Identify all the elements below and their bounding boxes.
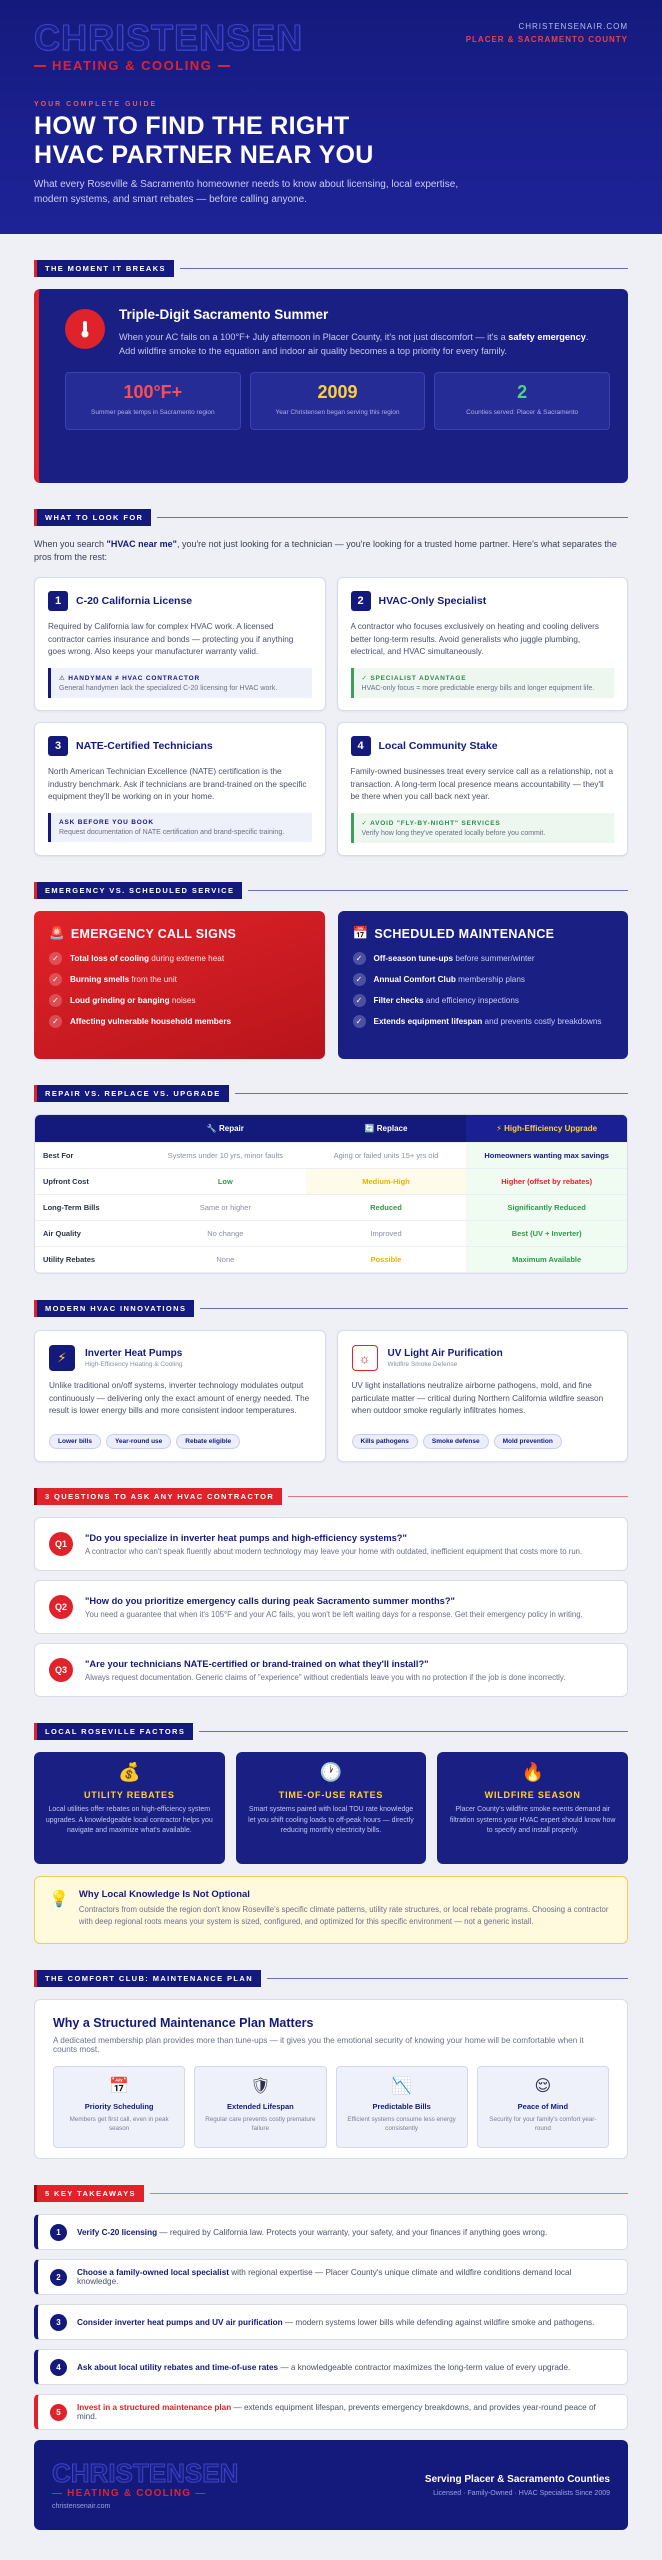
table-row (35, 1247, 627, 1273)
innovations-grid (34, 1330, 628, 1462)
innovation-text: Unlike traditional on/off systems, inverter technology modulates output continuously — delivering only the exact amount of energy needed. The result is lower energy bills and more consistent indoor temperatures. (49, 1381, 310, 1415)
criteria-text: North American Technician Excellence (NATE) certification is the industry benchmark. Ask if technicians are brand-trained on the specific equipment they'll be working on in your home. (48, 767, 307, 801)
fire-icon: 🔥 (521, 1762, 544, 1782)
criteria-title: HVAC-Only Specialist (378, 595, 487, 607)
checklist-rest: before summer/winter (453, 954, 535, 963)
table-cell: Aging or failed units 15+ yrs old (306, 1143, 467, 1169)
thermometer-icon (65, 309, 105, 349)
takeaway-text (77, 2318, 594, 2327)
relieved-face-icon: 😌 (534, 2078, 552, 2095)
takeaway-rest: — modern systems lower bills while defending against wildfire smoke and pathogens. (282, 2317, 595, 2327)
question-card (34, 1580, 628, 1634)
callout-text: Contractors from outside the region don't know Roseville's specific climate patterns, utility rate structures, or local rebate programs. Choosing a contractor with deep regional roots means your system is sized, configured, and optimized for this specific environment — not a generic install. (78, 1905, 609, 1926)
page-subtitle: What every Roseville & Sacramento homeowner needs to know about licensing, local expertise, modern systems, and smart rebates — before calling anyone. (34, 179, 459, 205)
question-desc: A contractor who can't speak fluently about modern technology may leave your home with outdated, inefficient equipment that costs more to run. (85, 1546, 583, 1556)
question-card (34, 1643, 628, 1697)
criteria-note-text: Verify how long they've operated locally before you commit. (361, 830, 546, 837)
table-cell: Maximum Available (466, 1247, 627, 1273)
criteria-card (34, 722, 326, 856)
stat-value: 100°F+ (123, 382, 183, 402)
calendar-icon: 📅 (352, 926, 369, 940)
lightbulb-icon: 💡 (49, 1891, 69, 1908)
local-factor-title: TIME-OF-USE RATES (278, 1790, 384, 1800)
criteria-note-title: ⚠ HANDYMAN ≠ HVAC CONTRACTOR (59, 675, 200, 682)
takeaway-text (77, 2363, 570, 2372)
table-cell: Best (UV + Inverter) (466, 1221, 627, 1247)
takeaway-item (34, 2349, 628, 2385)
section-label-text: REPAIR VS. REPLACE VS. UPGRADE (34, 1085, 229, 1102)
checklist-rest: and efficiency inspections (423, 996, 519, 1005)
table-cell: Possible (306, 1247, 467, 1273)
checklist-text (374, 975, 526, 984)
benefit-text: Members get first call, even in peak season (69, 2116, 169, 2132)
checklist-bold: Annual Comfort Club (373, 975, 456, 984)
check-icon: ✓ (353, 973, 366, 986)
feature-tag: Lower bills (49, 1434, 101, 1449)
local-factor-text: Smart systems paired with local TOU rate knowledge let you shift cooling loads to off-peak hours — directly reducing monthly electricity bills. (248, 1806, 414, 1834)
comfort-subtitle: A dedicated membership plan provides more than tune-ups — it gives you the emotional security of knowing your home will be comfortable when it counts most. (53, 2036, 584, 2054)
table-header-cell (35, 1115, 145, 1143)
checklist-text (70, 996, 196, 1005)
table-cell: Systems under 10 yrs, minor faults (145, 1143, 306, 1169)
benefit-text: Regular care prevents costly premature failure (205, 2116, 316, 2132)
question-body (85, 1596, 583, 1619)
checklist-item (353, 952, 614, 965)
emergency-vs-scheduled (34, 911, 628, 1059)
moment-text-bold: safety emergency (508, 332, 586, 342)
criteria-note (351, 668, 615, 698)
emergency-title-text: EMERGENCY CALL SIGNS (70, 926, 237, 941)
innovation-heading (85, 1348, 182, 1368)
criteria-note (351, 813, 615, 843)
check-icon: ✓ (49, 952, 62, 965)
takeaway-rest: — extends equipment lifespan, prevents emergency breakdowns, and provides year-round peace of mind. (77, 2403, 596, 2421)
logo-wordmark: CHRISTENSEN (34, 17, 304, 58)
checklist-bold: Affecting (70, 1017, 108, 1026)
comparison-table (34, 1114, 628, 1274)
checklist-bold: Off-season tune-ups (373, 954, 454, 963)
local-factor-card (34, 1752, 225, 1864)
checklist-item (49, 994, 310, 1007)
innovation-subtitle: Wildfire Smoke Defense (387, 1361, 458, 1368)
criteria-card-header (48, 736, 312, 756)
moment-text-b: . Add wildfire smoke to the equation and indoor air quality becomes a top priority for every family. (119, 332, 589, 356)
checklist-rest: and prevents costly breakdowns (482, 1017, 602, 1026)
checklist-bold: vulnerable household members (107, 1017, 232, 1026)
section-label-text: WHAT TO LOOK FOR (34, 509, 151, 526)
chart-down-icon: 📉 (391, 2078, 412, 2095)
criteria-note-title: ✓ SPECIALIST ADVANTAGE (361, 675, 467, 682)
logo-tagline-text: HEATING & COOLING (52, 58, 213, 73)
local-factors (34, 1752, 628, 1864)
innovation-subtitle: High-Efficiency Heating & Cooling (85, 1361, 183, 1368)
checklist-text (374, 1017, 602, 1026)
check-icon: ✓ (49, 994, 62, 1007)
stat-card (250, 372, 426, 430)
question-title: "How do you prioritize emergency calls during peak Sacramento summer months?" (85, 1595, 455, 1606)
stat-card (65, 372, 241, 430)
question-number: Q1 (49, 1532, 73, 1556)
takeaway-item (34, 2214, 628, 2250)
criteria-number-badge: 3 (48, 736, 68, 756)
emergency-list (49, 952, 310, 1028)
table-row-label: Utility Rebates (35, 1247, 145, 1273)
benefit-text: Security for your family's comfort year-round (489, 2116, 597, 2132)
checklist-text (70, 954, 224, 963)
maintenance-title (353, 926, 614, 941)
criteria-title: NATE-Certified Technicians (76, 740, 213, 752)
check-icon: ✓ (49, 973, 62, 986)
section-label-look-for (34, 509, 628, 526)
takeaway-rest: with regional expertise — Placer County's unique climate and wildfire conditions demand local knowledge. (77, 2268, 572, 2286)
checklist-text (70, 975, 177, 984)
criteria-note-title: ✓ AVOID "FLY-BY-NIGHT" SERVICES (361, 820, 501, 827)
innovation-tags (352, 1434, 614, 1449)
footer-logo-wordmark: CHRISTENSEN (52, 2458, 239, 2488)
check-icon: ✓ (353, 1015, 366, 1028)
innovation-heading (388, 1348, 503, 1368)
section-label-repair (34, 1085, 628, 1102)
comfort-title: Why a Structured Maintenance Plan Matters (53, 2016, 314, 2030)
checklist-bold: Filter checks (373, 996, 424, 1005)
feature-tag: Kills pathogens (352, 1434, 418, 1449)
table-cell: Reduced (306, 1195, 467, 1221)
checklist-item (353, 994, 614, 1007)
criteria-number-badge: 4 (351, 736, 371, 756)
checklist-item (353, 1015, 614, 1028)
criteria-note-text: HVAC-only focus = more predictable energy bills and longer equipment life. (361, 685, 595, 692)
section-label-text: EMERGENCY VS. SCHEDULED SERVICE (34, 882, 242, 899)
question-desc: You need a guarantee that when it's 105°F and your AC fails, you won't be left waiting days for a response. Get their emergency policy in writing. (85, 1609, 583, 1619)
feature-tag: Year-round use (106, 1434, 171, 1449)
criteria-number-badge: 2 (351, 591, 371, 611)
local-factor-title: UTILITY REBATES (83, 1790, 175, 1800)
moment-panel (34, 289, 628, 483)
footer-logo[interactable] (52, 2460, 238, 2510)
section-label-text: LOCAL ROSEVILLE FACTORS (34, 1723, 193, 1740)
table-cell: Improved (306, 1221, 467, 1247)
section-label-text: MODERN HVAC INNOVATIONS (34, 1300, 194, 1317)
table-cell: No change (145, 1221, 306, 1247)
benefit-title: Priority Scheduling (84, 2102, 154, 2111)
stat-desc: Summer peak temps in Sacramento region (91, 409, 215, 416)
checklist-bold: Burning smells (70, 975, 130, 984)
checklist-item (353, 973, 614, 986)
section-label-text: 3 QUESTIONS TO ASK ANY HVAC CONTRACTOR (34, 1488, 282, 1505)
question-number: Q2 (49, 1595, 73, 1619)
benefit-card (53, 2066, 185, 2148)
footer-title: Serving Placer & Sacramento Counties (424, 2473, 610, 2485)
table-cell: Higher (offset by rebates) (466, 1169, 627, 1195)
question-card (34, 1517, 628, 1571)
section-label-comfort (34, 1970, 628, 1987)
feature-tag: Rebate eligible (176, 1434, 240, 1449)
takeaway-bold: Ask about local utility rebates and time-of-use rates (77, 2362, 279, 2372)
stat-card (434, 372, 610, 430)
takeaway-item (34, 2304, 628, 2340)
criteria-note (48, 813, 312, 842)
maintenance-list (353, 952, 614, 1028)
criteria-card-header (351, 736, 615, 756)
footer-info (425, 2474, 610, 2497)
question-number: Q3 (49, 1658, 73, 1682)
innovation-title: Inverter Heat Pumps (85, 1348, 183, 1359)
checklist-item (49, 1015, 310, 1028)
takeaway-rest: — required by California law. Protects your warranty, your safety, and your finances if anything goes wrong. (157, 2227, 548, 2237)
criteria-title: C-20 California License (76, 595, 193, 607)
table-cell: Same or higher (145, 1195, 306, 1221)
intro-b: , you're not just looking for a technician — you're looking for a trusted home partner. Here's what separates the pros from the rest: (34, 539, 617, 562)
table-row (35, 1221, 627, 1247)
benefit-card (477, 2066, 609, 2148)
local-factor-title: WILDFIRE SEASON (484, 1790, 581, 1800)
criteria-card-header (48, 591, 312, 611)
table-cell: Homeowners wanting max savings (466, 1143, 627, 1169)
section-label-text: 5 KEY TAKEAWAYS (34, 2185, 144, 2202)
emergency-title (49, 926, 310, 941)
brand-bar (34, 17, 628, 73)
footer-site-link[interactable]: christensenair.com (52, 2503, 111, 2510)
innovation-title: UV Light Air Purification (387, 1348, 503, 1359)
stats-row (65, 372, 610, 430)
table-row-label: Long-Term Bills (35, 1195, 145, 1221)
benefit-card (194, 2066, 326, 2148)
checklist-bold: Loud grinding or banging (70, 996, 170, 1005)
benefit-title: Peace of Mind (517, 2102, 569, 2111)
checklist-text (374, 996, 520, 1005)
takeaway-text (77, 2228, 547, 2237)
table-row-label: Air Quality (35, 1221, 145, 1247)
question-body (85, 1533, 582, 1556)
check-icon: ✓ (353, 952, 366, 965)
takeaway-bold: Verify C-20 licensing (77, 2227, 158, 2237)
table-header-row (35, 1115, 627, 1143)
question-title: "Do you specialize in inverter heat pumps and high-efficiency systems?" (85, 1532, 407, 1543)
stat-value: 2009 (317, 382, 358, 402)
table-header-cell: 🔧 Repair (145, 1115, 306, 1143)
section-label-innovations (34, 1300, 628, 1317)
check-icon: ✓ (353, 994, 366, 1007)
table-header-cell: ⚡ High-Efficiency Upgrade (466, 1115, 627, 1143)
footer (34, 2440, 628, 2530)
innovation-text: UV light installations neutralize airborne pathogens, mold, and fine particulate matter — critical during Northern California wildfire season when outdoor smoke regularly infiltrates homes. (351, 1381, 604, 1415)
logo[interactable] (34, 17, 304, 73)
innovation-header (49, 1345, 311, 1371)
hero-header (0, 0, 662, 234)
takeaways-list (34, 2214, 628, 2430)
calendar-icon: 📅 (109, 2078, 130, 2095)
innovation-card (337, 1330, 629, 1462)
checklist-item (49, 973, 310, 986)
feature-tag: Smoke defense (423, 1434, 489, 1449)
takeaway-bold: Choose a family-owned local specialist (77, 2268, 229, 2277)
criteria-note-text: General handymen lack the specialized C-20 licensing for HVAC work. (59, 685, 278, 692)
lightning-icon: ⚡ (49, 1345, 75, 1371)
maintenance-panel (338, 911, 629, 1059)
takeaway-item (34, 2394, 628, 2430)
section-label-moment (34, 260, 628, 277)
question-desc: Always request documentation. Generic claims of "experience" without credentials leave you with no protection if the job is done incorrectly. (85, 1672, 566, 1682)
takeaway-text (77, 2403, 615, 2421)
stat-desc: Counties served: Placer & Sacramento (466, 409, 579, 416)
guide-kicker: YOUR COMPLETE GUIDE (34, 101, 158, 108)
look-for-intro (34, 538, 628, 564)
table-cell: Medium-High (306, 1169, 467, 1195)
criteria-note (48, 668, 312, 698)
takeaway-number: 5 (50, 2404, 67, 2421)
innovation-tags (49, 1434, 311, 1449)
table-header-cell: 🔄 Replace (306, 1115, 467, 1143)
checklist-bold: Total loss of cooling (70, 954, 149, 963)
moment-text (119, 330, 589, 358)
table-row (35, 1169, 627, 1195)
benefit-card (336, 2066, 468, 2148)
shield-icon: 🛡 (250, 2078, 271, 2095)
siren-icon: 🚨 (49, 926, 65, 940)
emergency-panel (34, 911, 325, 1059)
criteria-card (337, 722, 629, 856)
local-factor-card (437, 1752, 628, 1864)
criteria-text: Required by California law for complex HVAC work. A licensed contractor carries insurance and bonds — protecting you if anything goes wrong. Also keeps your manufacturer warranty valid. (48, 622, 294, 656)
takeaway-number: 3 (50, 2314, 67, 2331)
table-row-label: Best For (35, 1143, 145, 1169)
benefit-title: Predictable Bills (372, 2102, 431, 2111)
takeaway-bold: Consider inverter heat pumps and UV air purification (77, 2317, 283, 2327)
checklist-rest: during extreme heat (149, 954, 225, 963)
logo-tagline (34, 58, 303, 73)
checklist-rest: noises (169, 996, 196, 1005)
table-row (35, 1143, 627, 1169)
checklist-rest: from the unit (129, 975, 177, 984)
footer-logo-tagline: — HEATING & COOLING — (52, 2488, 207, 2499)
question-title: "Are your technicians NATE-certified or brand-trained on what they'll install?" (85, 1658, 429, 1669)
innovation-header (352, 1345, 614, 1371)
criteria-note-title: ASK BEFORE YOU BOOK (59, 819, 154, 826)
maintenance-title-text: SCHEDULED MAINTENANCE (374, 926, 555, 941)
section-label-emergency (34, 882, 628, 899)
section-label-text: THE MOMENT IT BREAKS (34, 260, 174, 277)
moment-title: Triple-Digit Sacramento Summer (119, 307, 329, 322)
criteria-grid (34, 577, 628, 856)
checklist-item (49, 952, 310, 965)
page-title (34, 112, 628, 170)
page-title-line2: HVAC PARTNER NEAR YOU (34, 141, 374, 169)
criteria-text: Family-owned businesses treat every service call as a relationship, not a transaction. A long-term local presence means accountability — they'll be there when you call back next year. (350, 767, 614, 801)
section-label-local (34, 1723, 628, 1740)
stat-desc: Year Christensen began serving this region (275, 409, 400, 416)
footer-subtitle: Licensed · Family-Owned · HVAC Specialists Since 2009 (433, 2489, 610, 2497)
intro-bold: "HVAC near me" (106, 539, 177, 549)
callout-title: Why Local Knowledge Is Not Optional (78, 1889, 250, 1900)
comfort-benefits (53, 2066, 609, 2148)
takeaway-item (34, 2259, 628, 2295)
section-label-takeaways (34, 2185, 628, 2202)
feature-tag: Mold prevention (494, 1434, 562, 1449)
criteria-note-text: Request documentation of NATE certification and brand-specific training. (59, 829, 285, 836)
region-label: PLACER & SACRAMENTO COUNTY (465, 35, 628, 44)
section-label-questions (34, 1488, 628, 1505)
takeaway-number: 2 (50, 2269, 67, 2286)
benefit-text: Efficient systems consume less energy consistently (347, 2116, 456, 2132)
stat-value: 2 (517, 382, 528, 402)
takeaway-rest: — a knowledgeable contractor maximizes the long-term value of every upgrade. (278, 2362, 571, 2372)
questions-list (34, 1517, 628, 1697)
check-icon: ✓ (49, 1015, 62, 1028)
table-cell: Significantly Reduced (466, 1195, 627, 1221)
criteria-card-header (351, 591, 615, 611)
comfort-club-card (34, 1999, 628, 2159)
table-cell: Low (145, 1169, 306, 1195)
criteria-title: Local Community Stake (378, 740, 498, 752)
intro-a: When you search (34, 539, 107, 549)
benefit-title: Extended Lifespan (227, 2102, 294, 2111)
local-factor-text: Placer County's wildfire smoke events demand air filtration systems your HVAC expert should know how to specify and install properly. (449, 1806, 616, 1834)
checklist-text (374, 954, 535, 963)
checklist-rest: membership plans (455, 975, 525, 984)
table-cell: None (145, 1247, 306, 1273)
checklist-text (70, 1017, 231, 1026)
money-bag-icon: 💰 (118, 1762, 141, 1782)
takeaway-number: 1 (50, 2224, 67, 2241)
table-row-label: Upfront Cost (35, 1169, 145, 1195)
criteria-card (337, 577, 629, 711)
table-row (35, 1195, 627, 1221)
innovation-card (34, 1330, 326, 1462)
checklist-bold: Extends equipment lifespan (373, 1017, 483, 1026)
local-factor-text: Local utilities offer rebates on high-efficiency system upgrades. A knowledgeable local contractor helps you navigate and maximize what's available. (45, 1806, 213, 1834)
section-label-text: THE COMFORT CLUB: MAINTENANCE PLAN (34, 1970, 261, 1987)
moment-text-a: When your AC fails on a 100°F+ July afternoon in Placer County, it's not just discomfort — it's a (119, 332, 509, 342)
criteria-card (34, 577, 326, 711)
takeaway-bold: Invest in a structured maintenance plan (77, 2403, 232, 2412)
local-knowledge-callout (34, 1876, 628, 1944)
uv-light-icon: ☼ (352, 1345, 378, 1371)
page-title-line1: HOW TO FIND THE RIGHT (34, 112, 350, 140)
brand-contact (466, 20, 628, 46)
site-link[interactable]: CHRISTENSENAIR.COM (518, 22, 628, 31)
criteria-text: A contractor who focuses exclusively on heating and cooling delivers better long-term results. Avoid generalists who juggle plumbing, electrical, and HVAC simultaneously. (350, 622, 599, 656)
clock-icon: 🕐 (319, 1762, 343, 1782)
takeaway-text (77, 2268, 615, 2286)
takeaway-number: 4 (50, 2359, 67, 2376)
question-body (85, 1659, 565, 1682)
local-factor-card (236, 1752, 427, 1864)
criteria-number-badge: 1 (48, 591, 68, 611)
